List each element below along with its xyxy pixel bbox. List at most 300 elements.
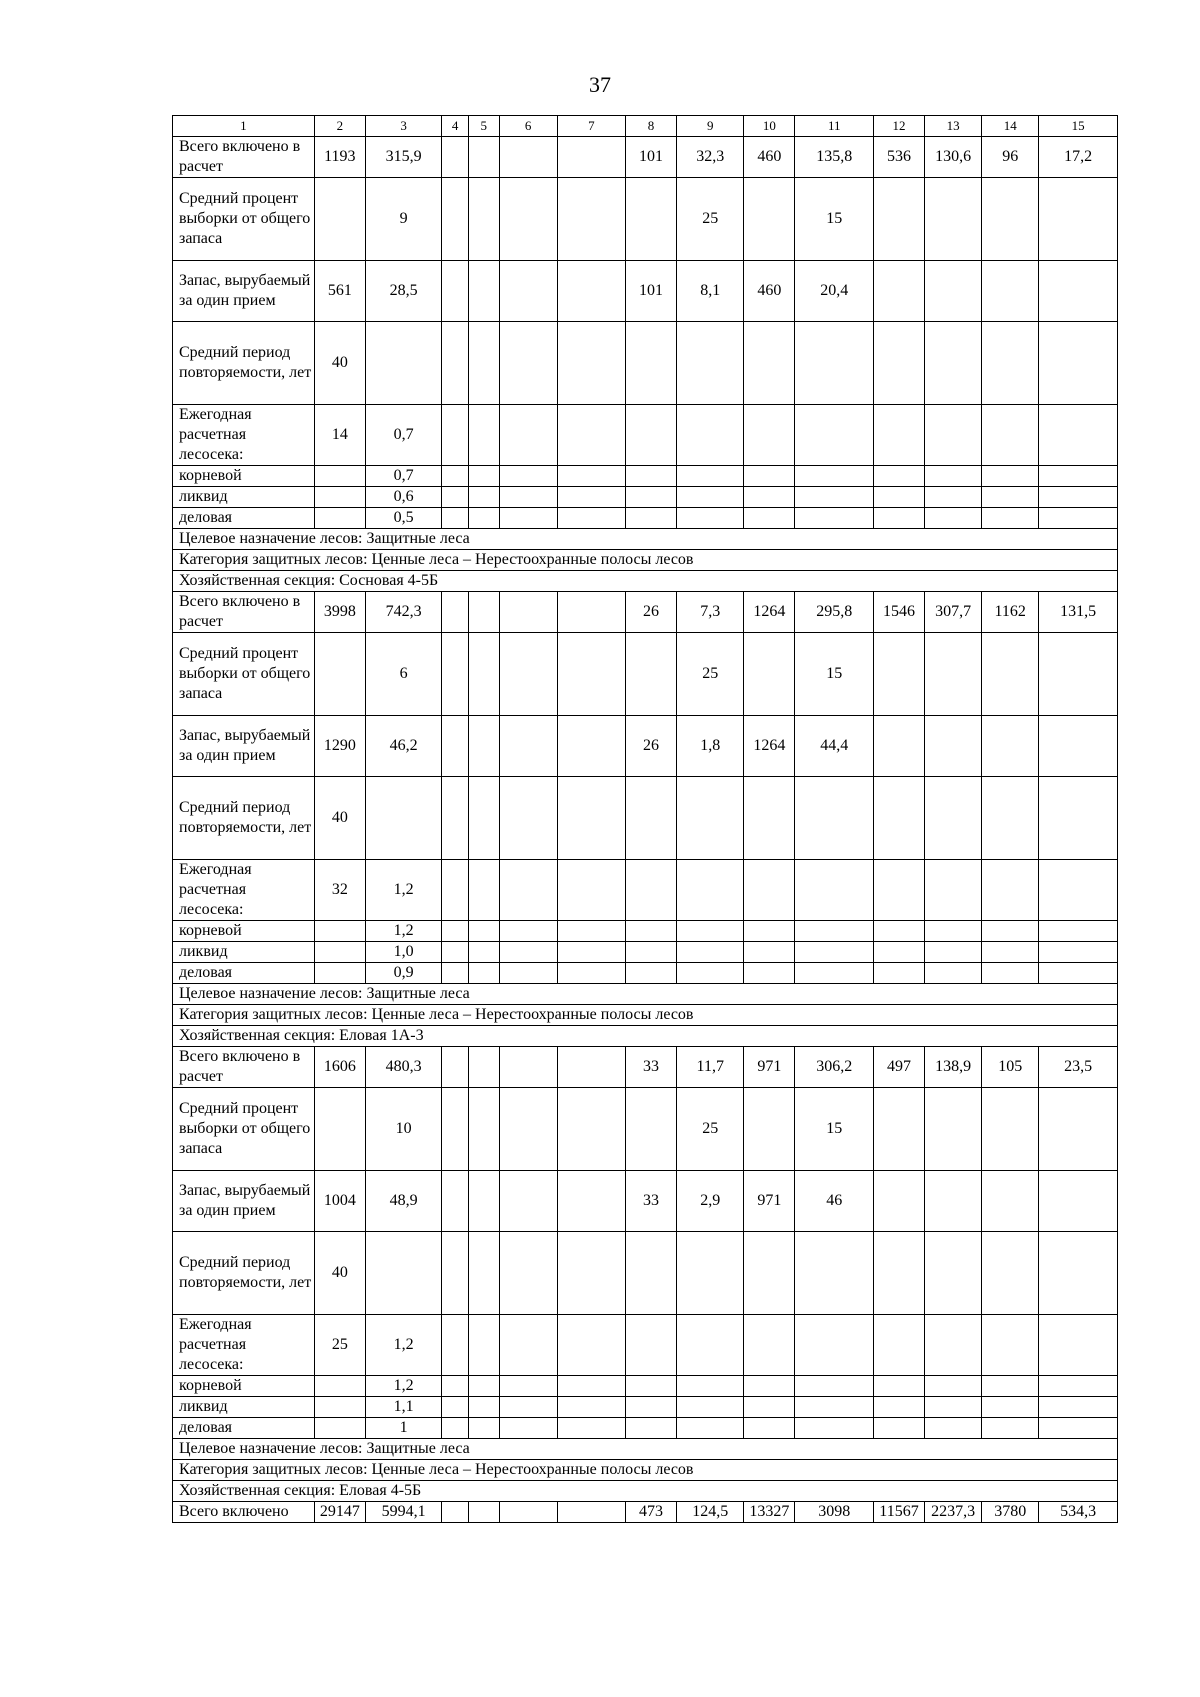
table-row [173, 466, 1118, 487]
table-cell [1039, 860, 1118, 921]
table-cell [626, 1418, 677, 1439]
table-cell [1039, 1315, 1118, 1376]
table-cell [557, 1376, 625, 1397]
table-cell [744, 1088, 795, 1171]
column-number-header: 3 [365, 116, 442, 137]
table-cell [499, 178, 557, 261]
section-heading: Хозяйственная секция: Еловая 1А-3 [173, 1026, 1118, 1047]
table-cell [677, 1376, 744, 1397]
table-cell: 295,8 [795, 592, 874, 633]
table-cell [1039, 322, 1118, 405]
table-cell: 0,9 [365, 963, 442, 984]
table-cell [442, 261, 469, 322]
section-heading: Хозяйственная секция: Сосновая 4-5Б [173, 571, 1118, 592]
row-label: Всего включено [173, 1502, 315, 1523]
table-cell [557, 261, 625, 322]
table-cell: 131,5 [1039, 592, 1118, 633]
table-cell [677, 322, 744, 405]
table-row [173, 405, 1118, 466]
table-cell: 1606 [314, 1047, 365, 1088]
section-heading: Категория защитных лесов: Ценные леса – Нерестоохранные полосы лесов [173, 1460, 1118, 1481]
table-cell [925, 405, 982, 466]
table-cell: 10 [365, 1088, 442, 1171]
table-cell: 9 [365, 178, 442, 261]
table-cell: 101 [626, 261, 677, 322]
table-cell [557, 405, 625, 466]
column-number-header: 9 [677, 116, 744, 137]
table-cell [314, 178, 365, 261]
table-cell [874, 1376, 925, 1397]
table-cell [925, 178, 982, 261]
table-cell: 1264 [744, 592, 795, 633]
table-cell [314, 1376, 365, 1397]
table-cell [499, 777, 557, 860]
table-cell: 0,7 [365, 405, 442, 466]
table-cell [874, 178, 925, 261]
table-cell [442, 1088, 469, 1171]
table-cell: 32 [314, 860, 365, 921]
table-row [173, 1502, 1118, 1523]
section-heading-row [173, 1481, 1118, 1502]
table-row [173, 942, 1118, 963]
table-cell [744, 777, 795, 860]
table-cell: 1,2 [365, 1315, 442, 1376]
table-cell: 28,5 [365, 261, 442, 322]
table-cell: 1,1 [365, 1397, 442, 1418]
table-cell [442, 921, 469, 942]
table-cell [1039, 1171, 1118, 1232]
table-cell [314, 921, 365, 942]
table-cell [499, 487, 557, 508]
table-cell [982, 508, 1039, 529]
table-cell [442, 860, 469, 921]
table-cell [744, 1232, 795, 1315]
table-cell [795, 322, 874, 405]
table-cell [557, 178, 625, 261]
row-label: Средний процент выборки от общего запаса [173, 178, 315, 261]
table-cell [1039, 487, 1118, 508]
table-cell: 534,3 [1039, 1502, 1118, 1523]
table-cell [468, 322, 499, 405]
table-cell [499, 592, 557, 633]
table-row [173, 1232, 1118, 1315]
table-cell [982, 1397, 1039, 1418]
table-cell [442, 466, 469, 487]
table-cell: 23,5 [1039, 1047, 1118, 1088]
table-cell [874, 261, 925, 322]
section-heading-row [173, 1005, 1118, 1026]
table-cell [677, 466, 744, 487]
table-cell [925, 777, 982, 860]
table-cell [442, 716, 469, 777]
table-cell [314, 1418, 365, 1439]
section-heading-row [173, 1026, 1118, 1047]
table-cell [626, 1232, 677, 1315]
table-cell [795, 1232, 874, 1315]
table-cell [557, 633, 625, 716]
table-cell [744, 921, 795, 942]
table-cell [365, 777, 442, 860]
table-cell [874, 716, 925, 777]
table-cell [557, 1315, 625, 1376]
table-cell [365, 1232, 442, 1315]
table-row [173, 921, 1118, 942]
table-cell [314, 508, 365, 529]
row-label: деловая [173, 508, 315, 529]
table-cell [626, 508, 677, 529]
table-cell [795, 405, 874, 466]
table-cell [744, 942, 795, 963]
row-label: Средний процент выборки от общего запаса [173, 633, 315, 716]
table-cell [744, 1376, 795, 1397]
table-cell [1039, 1232, 1118, 1315]
table-cell [468, 633, 499, 716]
table-cell [982, 1418, 1039, 1439]
table-row [173, 137, 1118, 178]
table-cell [468, 261, 499, 322]
table-cell [557, 487, 625, 508]
table-cell: 96 [982, 137, 1039, 178]
table-cell [499, 633, 557, 716]
forest-calculation-table [172, 115, 1118, 1523]
table-cell [626, 942, 677, 963]
table-cell [468, 716, 499, 777]
table-cell [925, 1418, 982, 1439]
row-label: корневой [173, 921, 315, 942]
table-cell [982, 633, 1039, 716]
table-cell [365, 322, 442, 405]
table-cell [1039, 261, 1118, 322]
table-cell [626, 1397, 677, 1418]
table-cell: 307,7 [925, 592, 982, 633]
table-cell [468, 1376, 499, 1397]
table-cell: 497 [874, 1047, 925, 1088]
table-cell [442, 322, 469, 405]
section-heading-row [173, 1439, 1118, 1460]
table-cell [874, 1397, 925, 1418]
table-cell [442, 1376, 469, 1397]
row-label: ликвид [173, 942, 315, 963]
table-cell [1039, 1418, 1118, 1439]
table-cell [925, 963, 982, 984]
section-heading: Хозяйственная секция: Еловая 4-5Б [173, 1481, 1118, 1502]
table-cell: 1290 [314, 716, 365, 777]
table-cell [499, 508, 557, 529]
table-cell [557, 137, 625, 178]
table-cell [744, 487, 795, 508]
table-cell [442, 942, 469, 963]
table-cell [468, 1418, 499, 1439]
table-cell [468, 137, 499, 178]
table-cell [468, 1315, 499, 1376]
table-cell [557, 466, 625, 487]
table-header-row [173, 116, 1118, 137]
section-heading-row [173, 984, 1118, 1005]
table-cell [442, 487, 469, 508]
table-cell: 473 [626, 1502, 677, 1523]
table-cell [795, 466, 874, 487]
table-cell [677, 1418, 744, 1439]
table-cell [874, 1088, 925, 1171]
table-cell: 7,3 [677, 592, 744, 633]
column-number-header: 4 [442, 116, 469, 137]
table-cell [557, 1397, 625, 1418]
table-cell [1039, 777, 1118, 860]
table-cell: 2237,3 [925, 1502, 982, 1523]
table-cell [1039, 942, 1118, 963]
table-cell [499, 405, 557, 466]
table-cell [925, 1088, 982, 1171]
table-cell [1039, 508, 1118, 529]
row-label: Ежегодная расчетная лесосека: [173, 1315, 315, 1376]
table-cell: 0,7 [365, 466, 442, 487]
column-number-header: 7 [557, 116, 625, 137]
table-cell: 1,2 [365, 860, 442, 921]
table-cell: 124,5 [677, 1502, 744, 1523]
table-cell [626, 1088, 677, 1171]
table-cell [795, 1418, 874, 1439]
table-cell [499, 1232, 557, 1315]
table-cell [982, 1088, 1039, 1171]
table-cell [744, 178, 795, 261]
row-label: Всего включено в расчет [173, 137, 315, 178]
table-cell [744, 508, 795, 529]
table-cell [925, 1376, 982, 1397]
row-label: Средний процент выборки от общего запаса [173, 1088, 315, 1171]
column-number-header: 10 [744, 116, 795, 137]
table-cell [874, 508, 925, 529]
table-cell [557, 508, 625, 529]
row-label: ликвид [173, 1397, 315, 1418]
table-cell [874, 1171, 925, 1232]
table-cell: 306,2 [795, 1047, 874, 1088]
table-cell: 14 [314, 405, 365, 466]
table-cell [626, 777, 677, 860]
table-cell [982, 921, 1039, 942]
table-cell [874, 963, 925, 984]
table-cell [982, 777, 1039, 860]
table-cell: 8,1 [677, 261, 744, 322]
table-cell [677, 1232, 744, 1315]
table-cell [925, 487, 982, 508]
table-cell [626, 963, 677, 984]
table-cell [499, 921, 557, 942]
section-heading: Целевое назначение лесов: Защитные леса [173, 529, 1118, 550]
table-cell: 3098 [795, 1502, 874, 1523]
table-cell [626, 860, 677, 921]
table-cell [314, 963, 365, 984]
table-cell: 5994,1 [365, 1502, 442, 1523]
table-row [173, 716, 1118, 777]
table-cell: 1162 [982, 592, 1039, 633]
table-cell: 25 [314, 1315, 365, 1376]
table-cell: 15 [795, 633, 874, 716]
table-cell [677, 487, 744, 508]
table-cell [677, 1397, 744, 1418]
table-cell [744, 405, 795, 466]
table-cell [744, 1418, 795, 1439]
column-number-header: 8 [626, 116, 677, 137]
table-cell [626, 405, 677, 466]
table-cell [1039, 405, 1118, 466]
table-cell: 105 [982, 1047, 1039, 1088]
table-cell [557, 1502, 625, 1523]
table-cell [499, 942, 557, 963]
table-cell [982, 716, 1039, 777]
table-cell: 40 [314, 322, 365, 405]
table-cell: 11,7 [677, 1047, 744, 1088]
table-cell [874, 1418, 925, 1439]
table-cell [468, 1171, 499, 1232]
table-cell [314, 1397, 365, 1418]
table-cell [925, 1315, 982, 1376]
table-cell [557, 1171, 625, 1232]
table-cell [557, 921, 625, 942]
table-cell: 1,0 [365, 942, 442, 963]
column-number-header: 12 [874, 116, 925, 137]
table-cell: 17,2 [1039, 137, 1118, 178]
table-cell [557, 322, 625, 405]
column-number-header: 2 [314, 116, 365, 137]
table-cell [626, 1376, 677, 1397]
column-number-header: 13 [925, 116, 982, 137]
table-cell: 561 [314, 261, 365, 322]
table-cell: 29147 [314, 1502, 365, 1523]
table-cell [499, 860, 557, 921]
table-cell: 1193 [314, 137, 365, 178]
table-cell [626, 921, 677, 942]
table-cell [1039, 1376, 1118, 1397]
table-cell [499, 322, 557, 405]
table-row [173, 860, 1118, 921]
table-cell [982, 466, 1039, 487]
table-cell: 20,4 [795, 261, 874, 322]
table-cell [468, 777, 499, 860]
section-heading-row [173, 529, 1118, 550]
table-cell [1039, 963, 1118, 984]
table-cell: 971 [744, 1047, 795, 1088]
table-cell: 315,9 [365, 137, 442, 178]
row-label: Запас, вырубаемый за один прием [173, 716, 315, 777]
column-number-header: 11 [795, 116, 874, 137]
table-cell [499, 1315, 557, 1376]
table-cell [468, 1502, 499, 1523]
table-cell: 101 [626, 137, 677, 178]
table-cell [499, 466, 557, 487]
table-cell [982, 963, 1039, 984]
table-cell [1039, 1088, 1118, 1171]
table-row [173, 1397, 1118, 1418]
table-row [173, 1315, 1118, 1376]
table-cell [442, 1502, 469, 1523]
table-cell: 1264 [744, 716, 795, 777]
table-cell: 25 [677, 1088, 744, 1171]
table-cell [925, 942, 982, 963]
table-cell [744, 633, 795, 716]
row-label: Ежегодная расчетная лесосека: [173, 860, 315, 921]
table-cell [499, 1418, 557, 1439]
table-cell [677, 942, 744, 963]
table-cell: 11567 [874, 1502, 925, 1523]
table-cell [626, 178, 677, 261]
table-cell [468, 963, 499, 984]
table-row [173, 261, 1118, 322]
table-cell: 40 [314, 1232, 365, 1315]
table-cell [744, 1315, 795, 1376]
table-cell [1039, 178, 1118, 261]
table-cell [795, 508, 874, 529]
table-cell [874, 405, 925, 466]
table-cell [442, 592, 469, 633]
table-cell: 1004 [314, 1171, 365, 1232]
table-row [173, 633, 1118, 716]
table-cell: 1,2 [365, 921, 442, 942]
table-cell: 1 [365, 1418, 442, 1439]
table-cell [744, 466, 795, 487]
table-cell [557, 1418, 625, 1439]
table-cell [925, 716, 982, 777]
table-row [173, 1418, 1118, 1439]
table-cell: 33 [626, 1171, 677, 1232]
table-cell [442, 777, 469, 860]
table-cell: 46 [795, 1171, 874, 1232]
table-cell: 1546 [874, 592, 925, 633]
table-cell [626, 322, 677, 405]
table-cell [314, 1088, 365, 1171]
table-cell [874, 322, 925, 405]
table-cell [468, 1047, 499, 1088]
table-row [173, 322, 1118, 405]
table-cell [1039, 716, 1118, 777]
table-row [173, 508, 1118, 529]
table-cell [982, 1376, 1039, 1397]
table-cell [468, 487, 499, 508]
row-label: Средний период повторяемости, лет [173, 777, 315, 860]
table-cell [626, 466, 677, 487]
table-cell: 44,4 [795, 716, 874, 777]
table-cell [442, 633, 469, 716]
table-cell: 3780 [982, 1502, 1039, 1523]
table-cell [468, 860, 499, 921]
table-cell [677, 1315, 744, 1376]
table-cell [557, 592, 625, 633]
table-cell [677, 508, 744, 529]
table-cell [925, 1397, 982, 1418]
row-label: Запас, вырубаемый за один прием [173, 1171, 315, 1232]
table-cell [925, 261, 982, 322]
table-cell [677, 860, 744, 921]
table-cell [468, 942, 499, 963]
table-cell [795, 1315, 874, 1376]
row-label: Средний период повторяемости, лет [173, 1232, 315, 1315]
table-cell: 130,6 [925, 137, 982, 178]
table-cell [874, 1232, 925, 1315]
table-cell [442, 1315, 469, 1376]
table-cell [314, 942, 365, 963]
table-cell [1039, 921, 1118, 942]
column-number-header: 15 [1039, 116, 1118, 137]
table-cell [925, 322, 982, 405]
table-cell [677, 777, 744, 860]
table-row [173, 777, 1118, 860]
table-cell [795, 1376, 874, 1397]
table-cell [982, 178, 1039, 261]
table-cell: 480,3 [365, 1047, 442, 1088]
row-label: Запас, вырубаемый за один прием [173, 261, 315, 322]
table-cell [1039, 466, 1118, 487]
row-label: Всего включено в расчет [173, 592, 315, 633]
table-cell [677, 921, 744, 942]
